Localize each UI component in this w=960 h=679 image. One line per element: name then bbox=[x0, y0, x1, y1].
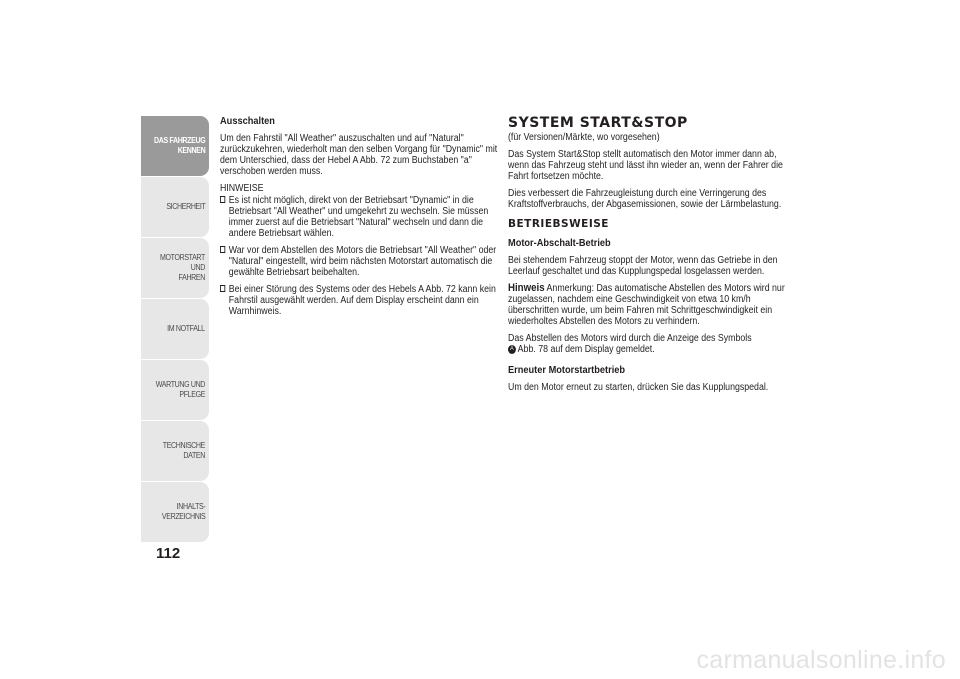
tab-label: INHALTS- VERZEICHNIS bbox=[161, 502, 205, 521]
tab-technische-daten[interactable] bbox=[141, 421, 209, 481]
checkbox-bullet-icon bbox=[220, 196, 225, 203]
tab-inhaltsverzeichnis[interactable] bbox=[141, 482, 209, 542]
tab-motorstart-und-fahren[interactable] bbox=[141, 238, 209, 298]
tab-label: IM NOTFALL bbox=[167, 324, 205, 333]
subsection-title: BETRIEBSWEISE bbox=[508, 218, 609, 230]
tab-label: TECHNISCHE DATEN bbox=[162, 441, 205, 460]
symbol-paragraph bbox=[508, 333, 786, 355]
tab-label: WARTUNG UND PFLEGE bbox=[155, 380, 205, 399]
intro-paragraph-1: Das System Start&Stop stellt automatisch den Motor immer dann ab, wenn das Fahrzeug steht und lässt ihn wieder an, wenn der Fahrer die Fahrt fortsetzen möchte. bbox=[508, 149, 783, 182]
ausschalten-heading: Ausschalten bbox=[220, 115, 275, 127]
versions-note: (für Versionen/Märkte, wo vorgesehen) bbox=[508, 132, 660, 143]
tab-sicherheit[interactable] bbox=[141, 177, 209, 237]
left-column bbox=[220, 116, 498, 323]
page-number: 112 bbox=[156, 545, 181, 562]
hinweis-text: Anmerkung: Das automatische Abstellen des Motors wird nur zugelassen, nachdem eine Geschwindigkeit von etwa 10 km/h überschritten wurde, um beim Fahren mit Schrittgeschwindigkeit ein wiederholtes Abstellen des Motors zu verhindern. bbox=[508, 283, 785, 327]
start-stop-symbol-icon: A bbox=[508, 345, 516, 354]
notes-list bbox=[220, 195, 498, 317]
intro-paragraph-2: Dies verbessert die Fahrzeugleistung durch eine Verringerung des Kraftstoffverbrauchs, der Abgasemissionen, sowie der Lärmbelastung. bbox=[508, 188, 782, 210]
section-title: SYSTEM START&STOP bbox=[508, 115, 688, 131]
note-item bbox=[220, 284, 498, 317]
notes-label: HINWEISE bbox=[220, 183, 264, 194]
restart-text: Um den Motor erneut zu starten, drücken Sie das Kupplungspedal. bbox=[508, 382, 769, 393]
restart-heading: Erneuter Motorstartbetrieb bbox=[508, 364, 626, 376]
symbol-text-a: Das Abstellen des Motors wird durch die Anzeige des Symbols bbox=[508, 333, 752, 344]
note-item bbox=[220, 245, 498, 278]
symbol-text-b: Abb. 78 auf dem Display gemeldet. bbox=[517, 344, 655, 355]
checkbox-bullet-icon bbox=[220, 246, 225, 253]
note-text: War vor dem Abstellen des Motors die Betriebsart "All Weather" oder "Natural" eingestellt, wird beim nächsten Motorstart automatisch die gewählte Betriebsart beibehalten. bbox=[228, 245, 497, 278]
tab-wartung-und-pflege[interactable] bbox=[141, 360, 209, 420]
chapter-sidebar bbox=[141, 116, 209, 543]
tab-das-fahrzeug-kennen[interactable] bbox=[141, 116, 209, 176]
tab-label: DAS FAHRZEUG KENNEN bbox=[153, 136, 205, 155]
tab-im-notfall[interactable] bbox=[141, 299, 209, 359]
right-column bbox=[508, 116, 786, 399]
checkbox-bullet-icon bbox=[220, 285, 225, 292]
note-text: Bei einer Störung des Systems oder des Hebels A Abb. 72 kann kein Fahrstil ausgewählt werden. Auf dem Display erscheint dann ein Warnhinweis. bbox=[228, 284, 496, 317]
ausschalten-paragraph: Um den Fahrstil "All Weather" auszuschalten und auf "Natural" zurückzukehren, wiederholt man den selben Vorgang für "Dynamic" mit dem Unterschied, dass der Hebel A Abb. 72 zum Buchstaben "a" verschoben werden muss. bbox=[220, 133, 498, 177]
hinweis-label: Hinweis bbox=[508, 282, 545, 294]
tab-label: MOTORSTART UND FAHREN bbox=[160, 253, 205, 282]
note-item bbox=[220, 195, 498, 239]
note-text: Es ist nicht möglich, direkt von der Betriebsart "Dynamic" in die Betriebsart "All Weather" und umgekehrt zu wechseln. Sie müssen immer zuerst auf die Betriebsart "Natural" wechseln und dann die andere Betriebsart wählen. bbox=[228, 195, 489, 239]
watermark: carmanualsonline.info bbox=[696, 646, 946, 674]
hinweis-paragraph bbox=[508, 283, 786, 327]
motor-stop-text: Bei stehendem Fahrzeug stoppt der Motor, wenn das Getriebe in den Leerlauf geschaltet und das Kupplungspedal losgelassen werden. bbox=[508, 255, 778, 277]
motor-stop-heading: Motor-Abschalt-Betrieb bbox=[508, 237, 611, 249]
tab-label: SICHERHEIT bbox=[165, 202, 205, 211]
